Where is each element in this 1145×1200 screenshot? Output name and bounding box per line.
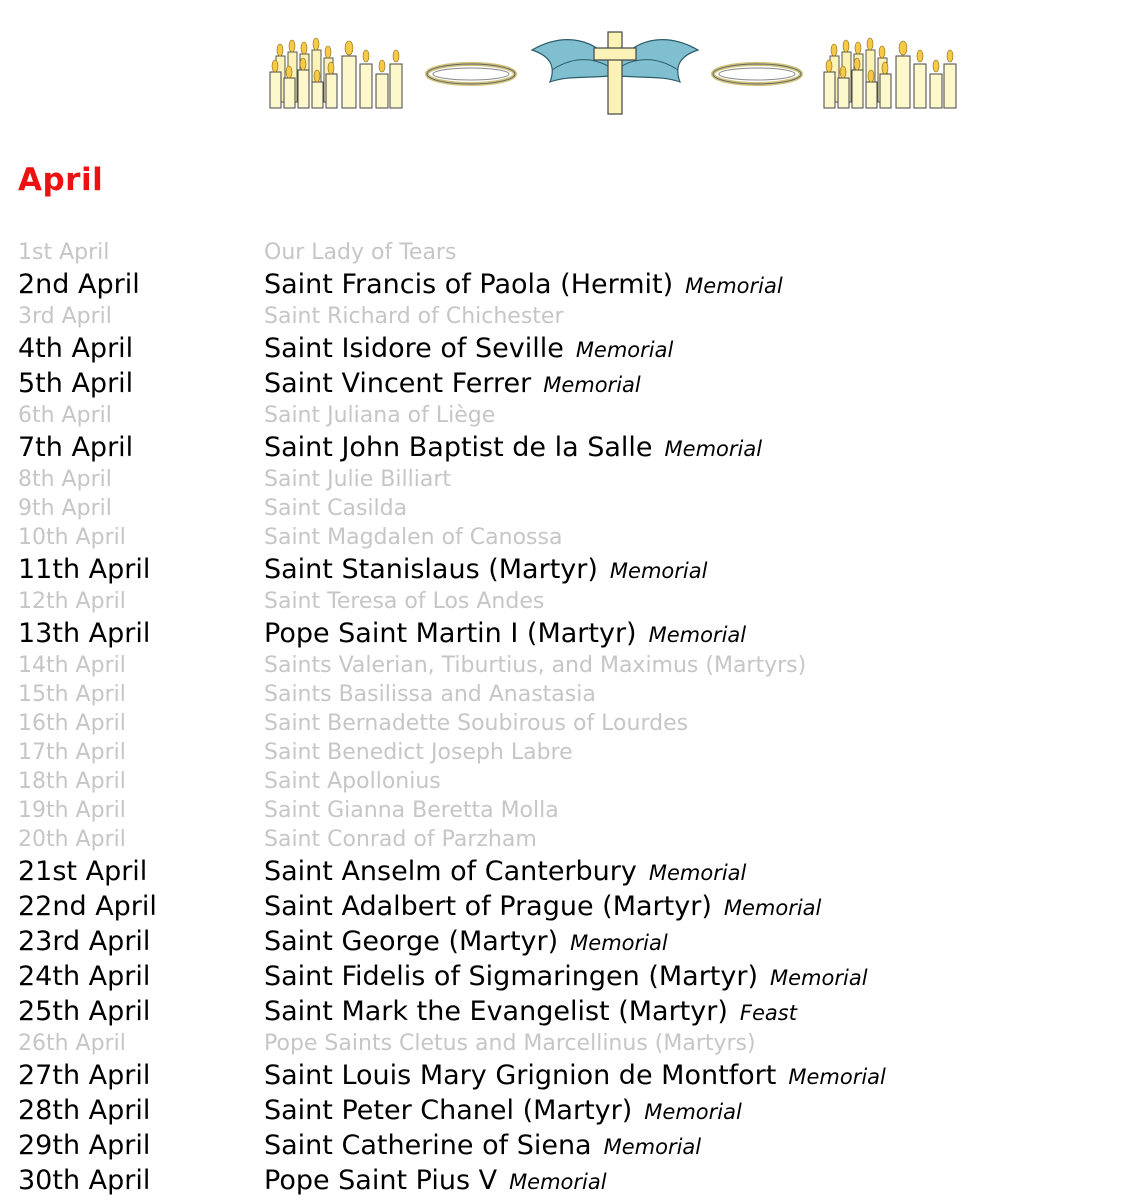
saint-name: Saint Bernadette Soubirous of Lourdes xyxy=(264,711,689,736)
saint-name-cell xyxy=(264,854,746,891)
saint-name-cell xyxy=(264,331,673,368)
feast-day-row xyxy=(0,1058,1145,1093)
saint-name: Pope Saint Martin I (Martyr) xyxy=(264,618,637,649)
feast-day-row xyxy=(0,796,1145,825)
feast-day-row xyxy=(0,1093,1145,1128)
feast-day-row xyxy=(0,767,1145,796)
feast-date: 19th April xyxy=(18,798,126,823)
saint-name: Saint Magdalen of Canossa xyxy=(264,525,563,550)
saint-name: Saint Stanislaus (Martyr) xyxy=(264,554,598,585)
halo-icon-right xyxy=(713,64,801,84)
feast-rank: Memorial xyxy=(664,437,763,461)
feast-day-row xyxy=(0,825,1145,854)
feast-day-row xyxy=(0,889,1145,924)
saint-name-cell xyxy=(264,616,746,653)
feast-day-row xyxy=(0,331,1145,366)
feast-date: 7th April xyxy=(18,432,134,463)
saint-name: Our Lady of Tears xyxy=(264,240,457,265)
saint-name-cell xyxy=(264,494,407,523)
feast-rank: Memorial xyxy=(575,338,674,362)
saint-name-cell xyxy=(264,651,806,680)
feast-rank: Memorial xyxy=(788,1065,886,1089)
feast-date: 5th April xyxy=(18,368,134,399)
feast-day-row xyxy=(0,494,1145,523)
saint-name: Saint Francis of Paola (Hermit) xyxy=(264,269,674,300)
saint-name: Saint Vincent Ferrer xyxy=(264,368,532,399)
saint-name: Saint John Baptist de la Salle xyxy=(264,432,653,463)
feast-day-row xyxy=(0,238,1145,267)
saint-name: Saint Richard of Chichester xyxy=(264,304,564,329)
feast-day-row xyxy=(0,552,1145,587)
feast-day-row xyxy=(0,587,1145,616)
feast-day-row xyxy=(0,430,1145,465)
saint-name-cell xyxy=(264,1128,701,1165)
feast-date: 18th April xyxy=(18,769,126,794)
saint-name-cell xyxy=(264,302,564,331)
feast-date: 16th April xyxy=(18,711,126,736)
feast-date: 8th April xyxy=(18,467,112,492)
saint-name-cell xyxy=(264,465,451,494)
saint-name: Saint Adalbert of Prague (Martyr) xyxy=(264,891,712,922)
saint-name: Saint Casilda xyxy=(264,496,408,521)
feast-date: 24th April xyxy=(18,961,151,992)
feast-date: 22nd April xyxy=(18,891,157,922)
feast-date: 10th April xyxy=(18,525,126,550)
feast-rank: Memorial xyxy=(509,1170,607,1194)
feast-day-row xyxy=(0,854,1145,889)
saint-name-cell xyxy=(264,366,641,403)
saint-name-cell xyxy=(264,767,441,796)
feast-date: 17th April xyxy=(18,740,126,765)
saint-name-cell xyxy=(264,796,559,825)
feast-day-row xyxy=(0,1163,1145,1198)
feast-date: 20th April xyxy=(18,827,126,852)
saint-name: Saint Catherine of Siena xyxy=(264,1130,592,1161)
feast-day-row xyxy=(0,651,1145,680)
feast-rank: Feast xyxy=(739,1001,797,1025)
saint-name-cell xyxy=(264,238,456,267)
feast-date: 9th April xyxy=(18,496,112,521)
saint-name: Pope Saints Cletus and Marcellinus (Martyrs) xyxy=(264,1031,756,1056)
feast-day-row xyxy=(0,738,1145,767)
saint-name-cell xyxy=(264,401,495,430)
candles-icon-right xyxy=(824,38,956,108)
header-banner xyxy=(262,26,967,118)
feast-date: 12th April xyxy=(18,589,126,614)
feast-rank: Memorial xyxy=(603,1135,702,1159)
saint-name-cell xyxy=(264,709,688,738)
saint-name-cell xyxy=(264,430,762,467)
feast-rank: Memorial xyxy=(723,896,822,920)
feast-rank: Memorial xyxy=(648,623,747,647)
feast-day-row xyxy=(0,1128,1145,1163)
saint-name: Saint Benedict Joseph Labre xyxy=(264,740,573,765)
feast-day-row xyxy=(0,959,1145,994)
saint-name: Saint Isidore of Seville xyxy=(264,333,564,364)
feast-day-row xyxy=(0,302,1145,331)
feast-date: 23rd April xyxy=(18,926,151,957)
feast-date: 15th April xyxy=(18,682,126,707)
saint-name: Saint Apollonius xyxy=(264,769,441,794)
saint-name: Saint George (Martyr) xyxy=(264,926,559,957)
feast-day-row xyxy=(0,680,1145,709)
feast-day-row xyxy=(0,523,1145,552)
saint-name-cell xyxy=(264,267,783,304)
feast-date: 25th April xyxy=(18,996,151,1027)
feast-date: 21st April xyxy=(18,856,148,887)
saint-name: Pope Saint Pius V xyxy=(264,1165,498,1196)
saint-name-cell xyxy=(264,1058,886,1095)
feast-date: 6th April xyxy=(18,403,112,428)
feast-date: 14th April xyxy=(18,653,126,678)
saint-name-cell xyxy=(264,825,537,854)
saint-name: Saints Valerian, Tiburtius, and Maximus (Martyrs) xyxy=(264,653,807,678)
month-title: April xyxy=(18,162,104,198)
feast-day-row xyxy=(0,616,1145,651)
feast-rank: Memorial xyxy=(609,559,708,583)
saint-name-cell xyxy=(264,523,562,552)
saint-name: Saint Juliana of Liège xyxy=(264,403,496,428)
feast-rank: Memorial xyxy=(648,861,747,885)
feast-date: 13th April xyxy=(18,618,151,649)
saint-name-cell xyxy=(264,1029,756,1058)
saint-name: Saint Fidelis of Sigmaringen (Martyr) xyxy=(264,961,759,992)
feast-day-row xyxy=(0,267,1145,302)
feast-date: 29th April xyxy=(18,1130,151,1161)
feast-date: 2nd April xyxy=(18,269,140,300)
feast-date: 28th April xyxy=(18,1095,151,1126)
feast-day-row xyxy=(0,994,1145,1029)
saint-name-cell xyxy=(264,738,573,767)
saint-name-cell xyxy=(264,994,797,1031)
saint-name-cell xyxy=(264,959,868,996)
saint-name-cell xyxy=(264,1163,607,1200)
saint-name: Saint Louis Mary Grignion de Montfort xyxy=(264,1060,777,1091)
feast-day-row xyxy=(0,709,1145,738)
saint-name: Saint Julie Billiart xyxy=(264,467,451,492)
feast-rank: Memorial xyxy=(770,966,868,990)
feast-date: 1st April xyxy=(18,240,110,265)
winged-cross-icon xyxy=(532,32,698,114)
feast-rank: Memorial xyxy=(644,1100,742,1124)
halo-icon-left xyxy=(427,64,515,84)
feast-day-row xyxy=(0,1029,1145,1058)
feast-day-row xyxy=(0,366,1145,401)
saint-name-cell xyxy=(264,1093,742,1130)
feast-rank: Memorial xyxy=(543,373,641,397)
saint-name: Saint Gianna Beretta Molla xyxy=(264,798,559,823)
feast-date: 26th April xyxy=(18,1031,126,1056)
feast-day-row xyxy=(0,465,1145,494)
saint-name-cell xyxy=(264,552,707,589)
saint-name: Saints Basilissa and Anastasia xyxy=(264,682,596,707)
feast-day-row xyxy=(0,401,1145,430)
feast-date: 11th April xyxy=(18,554,151,585)
saint-name-cell xyxy=(264,924,668,961)
saint-name: Saint Peter Chanel (Martyr) xyxy=(264,1095,633,1126)
feast-day-list xyxy=(0,238,1145,1198)
saint-name-cell xyxy=(264,587,544,616)
saint-name-cell xyxy=(264,680,596,709)
feast-date: 3rd April xyxy=(18,304,112,329)
saint-name: Saint Teresa of Los Andes xyxy=(264,589,545,614)
saint-name-cell xyxy=(264,889,821,926)
saint-name: Saint Anselm of Canterbury xyxy=(264,856,637,887)
feast-rank: Memorial xyxy=(685,274,783,298)
feast-date: 27th April xyxy=(18,1060,151,1091)
feast-date: 4th April xyxy=(18,333,134,364)
feast-rank: Memorial xyxy=(570,931,668,955)
saint-name: Saint Conrad of Parzham xyxy=(264,827,537,852)
feast-day-row xyxy=(0,924,1145,959)
feast-date: 30th April xyxy=(18,1165,151,1196)
candles-icon-left xyxy=(270,38,402,108)
saint-name: Saint Mark the Evangelist (Martyr) xyxy=(264,996,728,1027)
